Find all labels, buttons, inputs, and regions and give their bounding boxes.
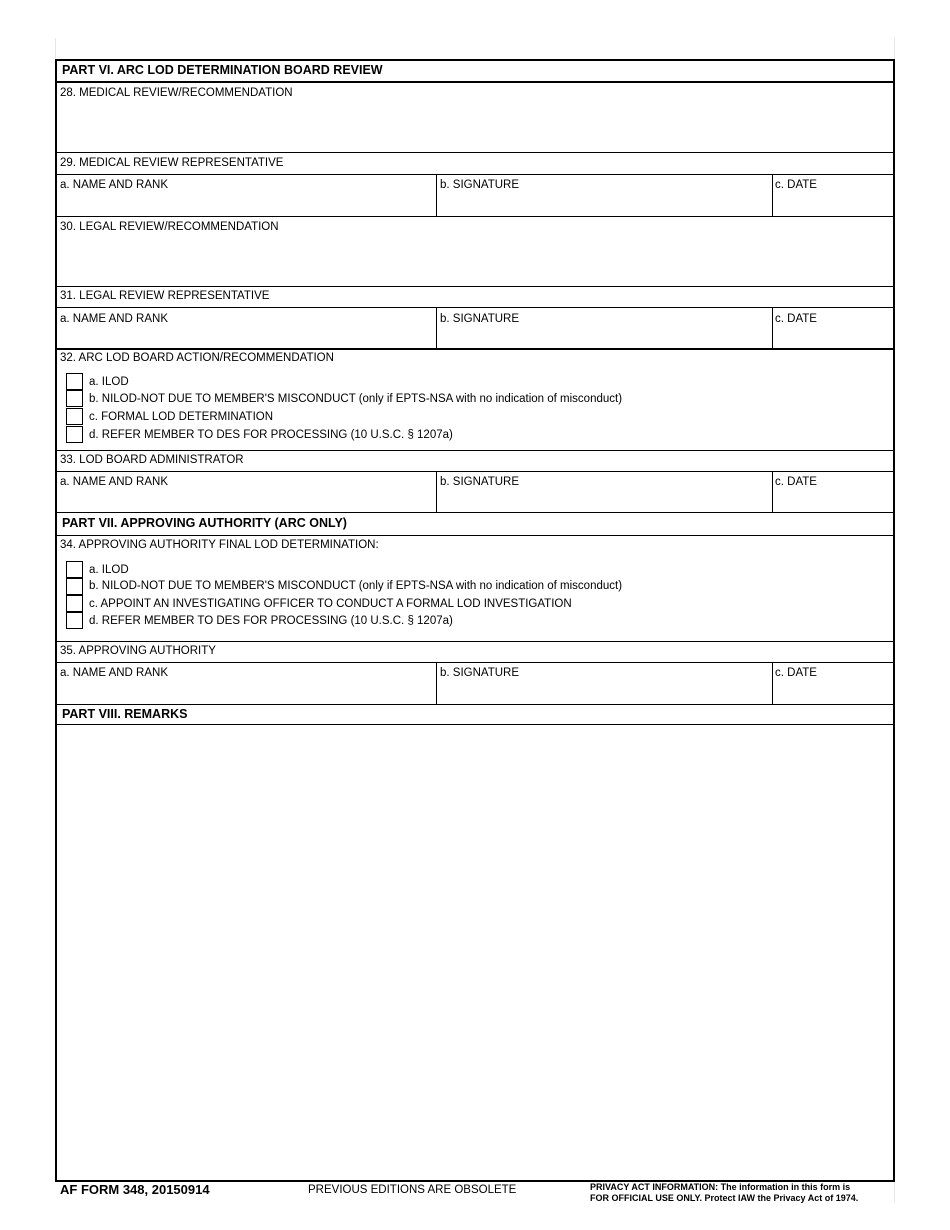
item31-name-label: a. NAME AND RANK xyxy=(60,313,168,325)
item28-medical-recommendation-field[interactable] xyxy=(57,102,892,150)
item35-date-label: c. DATE xyxy=(775,667,817,679)
divider xyxy=(55,662,895,663)
item35-signature-label: b. SIGNATURE xyxy=(440,667,520,679)
item32-label: 32. ARC LOD BOARD ACTION/RECOMMENDATION xyxy=(60,352,334,364)
remarks-field[interactable] xyxy=(57,726,892,1178)
column-divider xyxy=(772,307,773,348)
item28-label: 28. MEDICAL REVIEW/RECOMMENDATION xyxy=(60,87,293,99)
item31-signature-label: b. SIGNATURE xyxy=(440,313,520,325)
divider xyxy=(55,450,895,451)
item31-date-label: c. DATE xyxy=(775,313,817,325)
divider xyxy=(55,174,895,175)
item31-label: 31. LEGAL REVIEW REPRESENTATIVE xyxy=(60,290,270,302)
privacy-line-1: PRIVACY ACT INFORMATION: The information in this form is xyxy=(590,1182,851,1192)
part6-title: PART VI. ARC LOD DETERMINATION BOARD REVIEW xyxy=(62,63,383,77)
item32-refer-des-checkbox[interactable] xyxy=(66,426,83,443)
item29-name-label: a. NAME AND RANK xyxy=(60,179,168,191)
item34-label: 34. APPROVING AUTHORITY FINAL LOD DETERMINATION: xyxy=(60,539,379,551)
form-id: AF FORM 348, 20150914 xyxy=(60,1182,210,1197)
item34-nilod-checkbox[interactable] xyxy=(66,578,83,595)
frame-right xyxy=(893,59,895,1181)
column-divider xyxy=(436,471,437,512)
divider xyxy=(55,152,895,153)
divider xyxy=(55,307,895,308)
item32-option-a: a. ILOD xyxy=(89,376,129,388)
scan-guide-right xyxy=(894,38,895,60)
column-divider xyxy=(772,471,773,512)
item32-option-b: b. NILOD-NOT DUE TO MEMBER'S MISCONDUCT (only if EPTS-NSA with no indication of misconduct) xyxy=(89,393,623,405)
scan-guide-bottom xyxy=(894,1180,895,1202)
item32-formal-lod-checkbox[interactable] xyxy=(66,408,83,425)
previous-editions-notice: PREVIOUS EDITIONS ARE OBSOLETE xyxy=(308,1184,517,1196)
item33-name-label: a. NAME AND RANK xyxy=(60,476,168,488)
privacy-line-2: FOR OFFICIAL USE ONLY. Protect IAW the Privacy Act of 1974. xyxy=(590,1193,859,1203)
item32-option-d: d. REFER MEMBER TO DES FOR PROCESSING (10 U.S.C. § 1207a) xyxy=(89,429,453,441)
item34-refer-des-checkbox[interactable] xyxy=(66,612,83,629)
divider xyxy=(55,512,895,513)
frame-top xyxy=(55,59,895,61)
column-divider xyxy=(436,174,437,216)
item35-name-label: a. NAME AND RANK xyxy=(60,667,168,679)
item29-date-label: c. DATE xyxy=(775,179,817,191)
item34-option-d: d. REFER MEMBER TO DES FOR PROCESSING (10 U.S.C. § 1207a) xyxy=(89,615,453,627)
divider xyxy=(55,286,895,287)
item32-option-c: c. FORMAL LOD DETERMINATION xyxy=(89,411,274,423)
column-divider xyxy=(772,174,773,216)
scan-guide-left xyxy=(55,38,56,60)
column-divider xyxy=(436,307,437,348)
divider xyxy=(55,704,895,705)
privacy-act-notice xyxy=(590,1182,858,1204)
divider xyxy=(55,216,895,217)
part8-title: PART VIII. REMARKS xyxy=(62,707,188,721)
item33-date-label: c. DATE xyxy=(775,476,817,488)
part7-title: PART VII. APPROVING AUTHORITY (ARC ONLY) xyxy=(62,516,347,530)
item34-option-b: b. NILOD-NOT DUE TO MEMBER'S MISCONDUCT (only if EPTS-NSA with no indication of misconduct) xyxy=(89,580,623,592)
item34-appoint-io-checkbox[interactable] xyxy=(66,595,83,612)
divider xyxy=(55,535,895,536)
divider xyxy=(55,471,895,472)
item32-nilod-checkbox[interactable] xyxy=(66,390,83,407)
item35-label: 35. APPROVING AUTHORITY xyxy=(60,645,216,657)
item32-ilod-checkbox[interactable] xyxy=(66,373,83,390)
item34-ilod-checkbox[interactable] xyxy=(66,561,83,578)
divider xyxy=(55,81,895,83)
item33-signature-label: b. SIGNATURE xyxy=(440,476,520,488)
divider xyxy=(55,724,895,725)
item30-legal-recommendation-field[interactable] xyxy=(57,236,892,284)
item30-label: 30. LEGAL REVIEW/RECOMMENDATION xyxy=(60,221,279,233)
item33-label: 33. LOD BOARD ADMINISTRATOR xyxy=(60,454,244,466)
item34-option-a: a. ILOD xyxy=(89,564,129,576)
divider xyxy=(55,641,895,642)
item34-option-c: c. APPOINT AN INVESTIGATING OFFICER TO CONDUCT A FORMAL LOD INVESTIGATION xyxy=(89,598,572,610)
item29-signature-label: b. SIGNATURE xyxy=(440,179,520,191)
column-divider xyxy=(436,662,437,704)
column-divider xyxy=(772,662,773,704)
divider xyxy=(55,348,895,350)
item29-label: 29. MEDICAL REVIEW REPRESENTATIVE xyxy=(60,157,284,169)
